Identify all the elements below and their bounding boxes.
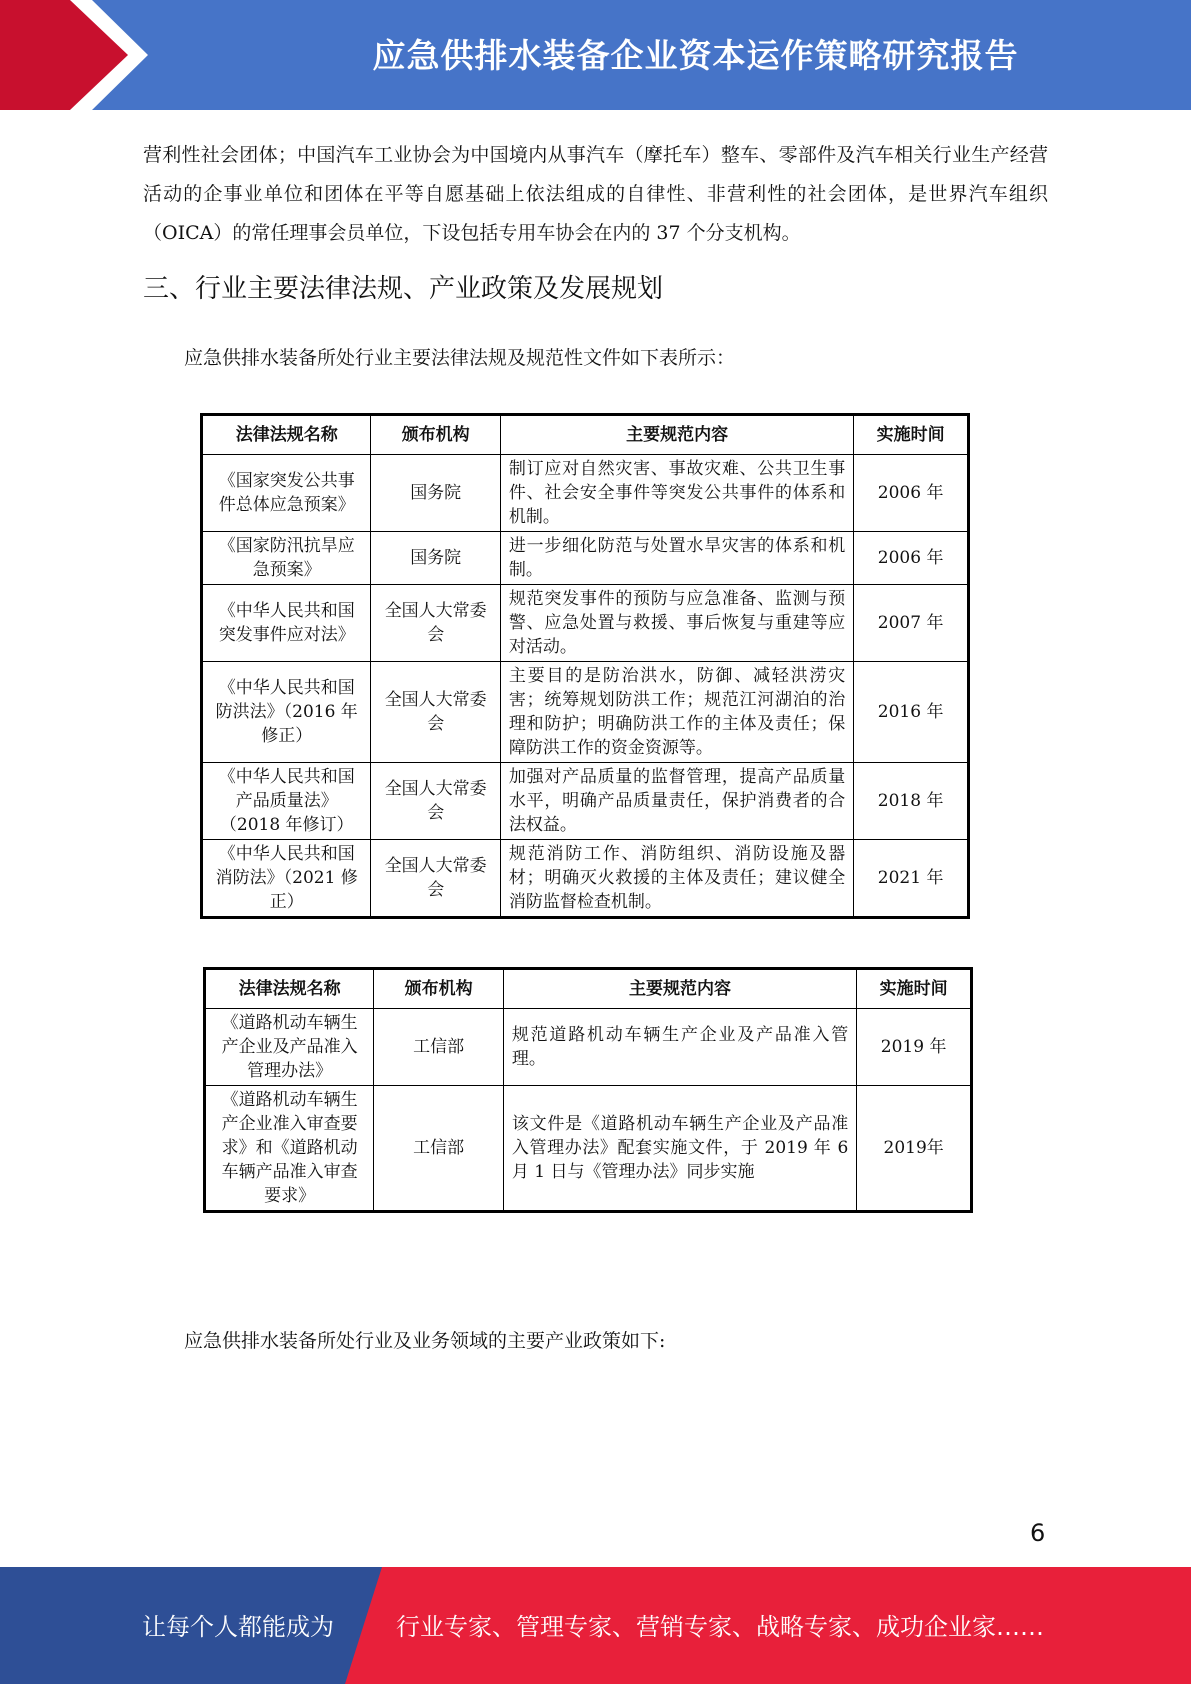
table-row	[202, 455, 969, 532]
table-header-row	[205, 969, 972, 1009]
law-name: 《中华人民共和国产品质量法》（2018 年修订）	[202, 763, 371, 840]
footer-slogan-right: 行业专家、管理专家、营销专家、战略专家、成功企业家……	[396, 1613, 1044, 1641]
law-date: 2021 年	[854, 840, 969, 918]
policy-lead-text: 应急供排水装备所处行业及业务领域的主要产业政策如下:	[184, 1330, 666, 1352]
law-name: 《国家突发公共事件总体应急预案》	[202, 455, 371, 532]
law-issuer: 全国人大常委会	[371, 662, 500, 763]
table-row	[205, 1009, 972, 1086]
law-issuer: 全国人大常委会	[371, 585, 500, 662]
law-name: 《中华人民共和国消防法》（2021 修正）	[202, 840, 371, 918]
col-header-content: 主要规范内容	[503, 969, 856, 1009]
law-date: 2006 年	[854, 532, 969, 585]
law-content: 规范道路机动车辆生产企业及产品准入管理。	[503, 1009, 856, 1086]
law-date: 2019年	[857, 1086, 972, 1212]
header-banner	[0, 0, 1191, 110]
col-header-date: 实施时间	[857, 969, 972, 1009]
law-date: 2006 年	[854, 455, 969, 532]
footer-banner	[0, 1567, 1191, 1684]
report-title: 应急供排水装备企业资本运作策略研究报告	[372, 36, 1019, 75]
law-content: 进一步细化防范与处置水旱灾害的体系和机制。	[500, 532, 853, 585]
law-issuer: 国务院	[371, 532, 500, 585]
table1-lead-text: 应急供排水装备所处行业主要法律法规及规范性文件如下表所示：	[184, 347, 736, 369]
intro-paragraph: 营利性社会团体；中国汽车工业协会为中国境内从事汽车（摩托车）整车、零部件及汽车相关行业生产经营活动的企事业单位和团体在平等自愿基础上依法组成的自律性、非营利性的社会团体，是世界汽车组织（OICA）的常任理事会员单位，下设包括专用车协会在内的 37 个分支机构。	[143, 144, 1048, 244]
table-row	[202, 840, 969, 918]
law-date: 2007 年	[854, 585, 969, 662]
law-date: 2016 年	[854, 662, 969, 763]
table-row	[205, 1086, 972, 1212]
law-date: 2019 年	[857, 1009, 972, 1086]
col-header-content: 主要规范内容	[500, 415, 853, 455]
col-header-name: 法律法规名称	[202, 415, 371, 455]
law-name: 《中华人民共和国突发事件应对法》	[202, 585, 371, 662]
table-row	[202, 662, 969, 763]
law-content: 该文件是《道路机动车辆生产企业及产品准入管理办法》配套实施文件，于 2019 年 6 月 1 日与《管理办法》同步实施	[503, 1086, 856, 1212]
col-header-date: 实施时间	[854, 415, 969, 455]
laws-table-2	[203, 967, 973, 1213]
law-issuer: 工信部	[374, 1009, 503, 1086]
law-issuer: 全国人大常委会	[371, 840, 500, 918]
law-content: 规范突发事件的预防与应急准备、监测与预警、应急处置与救援、事后恢复与重建等应对活动。	[500, 585, 853, 662]
table-row	[202, 763, 969, 840]
law-name: 《国家防汛抗旱应急预案》	[202, 532, 371, 585]
table-header-row	[202, 415, 969, 455]
footer-slogan-left: 让每个人都能成为	[142, 1613, 334, 1641]
table-row	[202, 585, 969, 662]
law-issuer: 国务院	[371, 455, 500, 532]
law-content: 制订应对自然灾害、事故灾难、公共卫生事件、社会安全事件等突发公共事件的体系和机制。	[500, 455, 853, 532]
page-number: 6	[1030, 1519, 1046, 1547]
law-content: 规范消防工作、消防组织、消防设施及器材；明确灭火救援的主体及责任；建议健全消防监督检查机制。	[500, 840, 853, 918]
col-header-issuer: 颁布机构	[371, 415, 500, 455]
law-name: 《道路机动车辆生产企业准入审查要求》和《道路机动车辆产品准入审查要求》	[205, 1086, 374, 1212]
table-row	[202, 532, 969, 585]
law-name: 《道路机动车辆生产企业及产品准入管理办法》	[205, 1009, 374, 1086]
law-issuer: 全国人大常委会	[371, 763, 500, 840]
law-content: 加强对产品质量的监督管理，提高产品质量水平，明确产品质量责任，保护消费者的合法权益。	[500, 763, 853, 840]
law-content: 主要目的是防治洪水，防御、减轻洪涝灾害；统筹规划防洪工作；规范江河湖泊的治理和防护；明确防洪工作的主体及责任；保障防洪工作的资金资源等。	[500, 662, 853, 763]
law-name: 《中华人民共和国防洪法》（2016 年修正）	[202, 662, 371, 763]
section-heading: 三、行业主要法律法规、产业政策及发展规划	[143, 274, 664, 304]
law-issuer: 工信部	[374, 1086, 503, 1212]
laws-table-1	[200, 413, 970, 919]
col-header-name: 法律法规名称	[205, 969, 374, 1009]
col-header-issuer: 颁布机构	[374, 969, 503, 1009]
law-date: 2018 年	[854, 763, 969, 840]
